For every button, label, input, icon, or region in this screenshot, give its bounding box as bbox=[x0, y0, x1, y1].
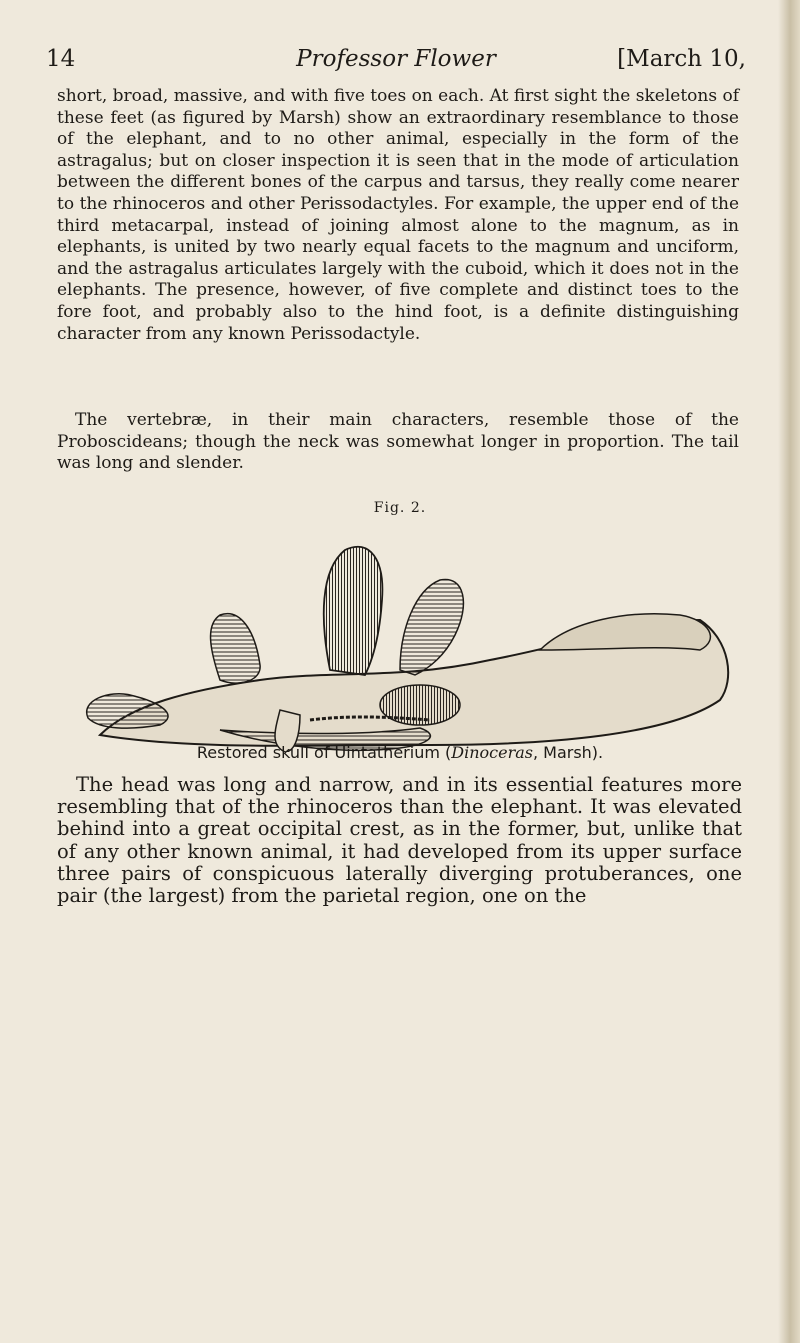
running-title: Professor Flower bbox=[296, 46, 496, 72]
running-header bbox=[46, 46, 746, 80]
caption-genus: Dinoceras bbox=[451, 743, 533, 762]
header-date: [March 10, bbox=[617, 46, 746, 72]
skull-illustration bbox=[70, 530, 738, 752]
body-paragraph: The head was long and narrow, and in its essential features more resembling that of the rhinoceros than the elephant. It was elevated behind into a great occipital crest, as in the former, but, unlike that of any other known animal, it had developed from its upper surface three pairs of conspicuous laterally diverging protuberances, one pair (the largest) from the parietal region, one on the bbox=[57, 773, 742, 908]
body-paragraph: short, broad, massive, and with five toes on each. At first sight the skeletons of these feet (as figured by Marsh) show an extraordinary resemblance to those of the elephant, and to no other animal, especially in the form of the astragalus; but on closer inspection it is seen that in the mode of articulation between the different bones of the carpus and tarsus, they really come nearer to the rhinoceros and other Perissodactyles. For example, the upper end of the third metacarpal, instead of joining almost alone to the magnum, as in elephants, is united by two nearly equal facets to the magnum and unciform, and the astragalus articulates largely with the cuboid, which it does not in the elephants. The presence, however, of five complete and distinct toes to the fore foot, and probably also to the hind foot, is a definite distinguishing character from any known Perissodactyle. bbox=[57, 86, 739, 344]
page-number: 14 bbox=[46, 46, 76, 72]
caption-text-end: , Marsh). bbox=[532, 743, 604, 762]
body-paragraph: The vertebræ, in their main characters, resemble those of the Proboscideans; though the neck was somewhat longer in proportion. The tail was long and slender. bbox=[57, 410, 739, 474]
page-edge bbox=[778, 0, 800, 1343]
figure-label: Fig. 2. bbox=[373, 500, 427, 516]
figure-caption bbox=[0, 743, 800, 762]
caption-text: Restored skull of Uintatherium ( bbox=[196, 743, 452, 762]
